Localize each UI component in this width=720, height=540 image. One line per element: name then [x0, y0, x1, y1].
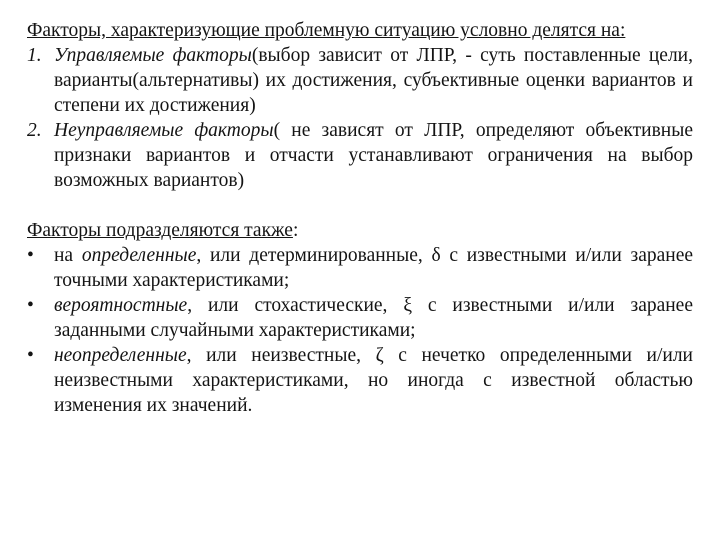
term-deterministic: определенные [81, 245, 197, 266]
bullet-item-body [54, 343, 693, 418]
list-number: 2. [27, 120, 42, 141]
slide-content [27, 18, 693, 418]
term-probabilistic: вероятностные [54, 295, 188, 316]
section2-heading: Факторы подразделяются также [27, 220, 293, 241]
list-number: 1. [27, 45, 42, 66]
bullet-icon: • [27, 345, 34, 366]
bullet-item-uncertain [27, 343, 693, 418]
term-controllable-factors: Управляемые факторы [54, 45, 252, 66]
bullet-item-probabilistic [27, 293, 693, 343]
bullet-item-deterministic [27, 243, 693, 293]
item-text: , или стохастические, ξ с известными и/или заранее заданными случайными характеристиками; [54, 295, 693, 341]
bullet-item-body [54, 243, 693, 293]
list-item-body [54, 43, 693, 118]
section2-heading-line [27, 218, 693, 243]
item-text: , или детерминированные, δ с известными и/или заранее точными характеристиками; [54, 245, 693, 291]
section1-heading: Факторы, характеризующие проблемную ситуацию условно делятся на: [27, 20, 626, 41]
item-prefix: на [54, 245, 82, 266]
term-uncontrollable-factors: Неуправляемые факторы [54, 120, 274, 141]
bullet-icon: • [27, 295, 34, 316]
bullet-icon: • [27, 245, 34, 266]
term-uncertain: неопределенные [54, 345, 187, 366]
bullet-item-body [54, 293, 693, 343]
item-text: (выбор зависит от ЛПР, - суть поставленные цели, варианты(альтернативы) их достижения, субъективные оценки вариантов и степени их достижения) [54, 45, 693, 116]
section2-heading-colon: : [292, 220, 299, 241]
item-text: , или неизвестные, ζ с нечетко определенными и/или неизвестными характеристиками, но иногда с известной областью изменения их значений. [54, 345, 693, 416]
paragraph-gap [27, 193, 693, 218]
list-item-controllable [27, 43, 693, 118]
list-item-body [54, 118, 693, 193]
list-item-uncontrollable [27, 118, 693, 193]
item-text: ( не зависят от ЛПР, определяют объективные признаки вариантов и отчасти устанавливают ограничения на выбор возможных вариантов) [54, 120, 693, 191]
